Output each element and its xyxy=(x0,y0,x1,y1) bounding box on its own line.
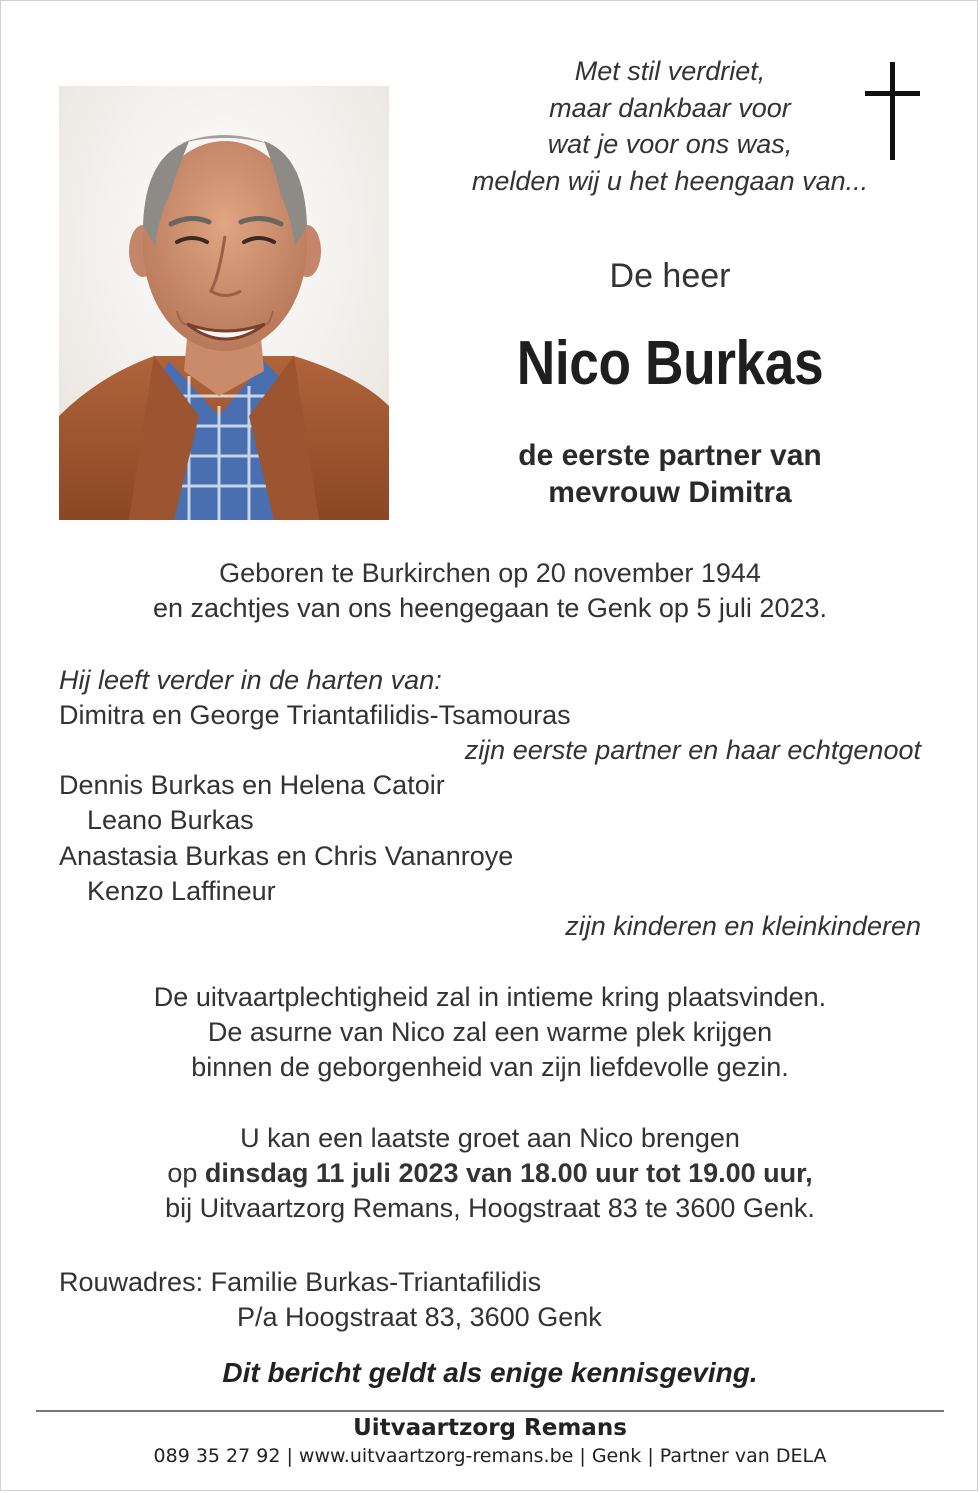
poem-line: wat je voor ons was, xyxy=(547,129,793,159)
family-partner: Dimitra en George Triantafilidis-Tsamouras xyxy=(59,700,571,730)
ceremony-text xyxy=(40,980,940,1085)
relation-text xyxy=(420,437,920,511)
visit-text xyxy=(40,1121,940,1226)
family-grandchild-1: Leano Burkas xyxy=(87,805,254,835)
mourning-address-line-2: P/a Hoogstraat 83, 3600 Genk xyxy=(237,1302,602,1332)
visit-line: U kan een laatste groet aan Nico brengen xyxy=(240,1123,740,1153)
ceremony-line: De uitvaartplechtigheid zal in intieme kring plaatsvinden. xyxy=(153,982,827,1012)
visit-location: bij Uitvaartzorg Remans, Hoogstraat 83 te 3600 Genk. xyxy=(165,1193,815,1223)
relation-line: de eerste partner van xyxy=(518,439,822,472)
mourning-address-line-1: Rouwadres: Familie Burkas-Triantafilidis xyxy=(59,1267,542,1297)
funeral-home-name: Uitvaartzorg Remans xyxy=(353,1415,627,1441)
ceremony-line: De asurne van Nico zal een warme plek krijgen xyxy=(207,1017,773,1047)
footer-divider xyxy=(36,1410,944,1412)
family-grandchild-2: Kenzo Laffineur xyxy=(87,876,276,906)
family-children-role: zijn kinderen en kleinkinderen xyxy=(565,911,921,941)
birth-death-text xyxy=(40,556,940,626)
family-child-1: Dennis Burkas en Helena Catoir xyxy=(59,770,445,800)
birth-line: Geboren te Burkirchen op 20 november 1944 xyxy=(219,558,761,588)
poem-line: melden wij u het heengaan van... xyxy=(471,165,869,196)
visit-prefix: op xyxy=(167,1158,205,1188)
poem-line: Met stil verdriet, xyxy=(574,56,766,86)
deceased-name: Nico Burkas xyxy=(516,329,824,398)
funeral-home-contact: 089 35 27 92 | www.uitvaartzorg-remans.be | Genk | Partner van DELA xyxy=(153,1445,827,1467)
relation-line: mevrouw Dimitra xyxy=(548,476,792,509)
ceremony-line: binnen de geborgenheid van zijn liefdevolle gezin. xyxy=(191,1052,789,1082)
family-intro: Hij leeft verder in de harten van: xyxy=(59,665,442,695)
death-line: en zachtjes van ons heengegaan te Genk op 5 juli 2023. xyxy=(153,593,827,623)
visit-datetime: dinsdag 11 juli 2023 van 18.00 uur tot 19.00 uur, xyxy=(204,1158,813,1188)
family-partner-role: zijn eerste partner en haar echtgenoot xyxy=(464,735,921,765)
family-child-2: Anastasia Burkas en Chris Vananroye xyxy=(59,841,514,871)
notice-text: Dit bericht geldt als enige kennisgeving. xyxy=(222,1357,758,1388)
poem-line: maar dankbaar voor xyxy=(549,92,791,123)
portrait-photo xyxy=(59,86,389,520)
poem-text xyxy=(420,53,920,199)
honorific-title: De heer xyxy=(609,257,731,295)
visit-datetime-line xyxy=(40,1156,940,1191)
